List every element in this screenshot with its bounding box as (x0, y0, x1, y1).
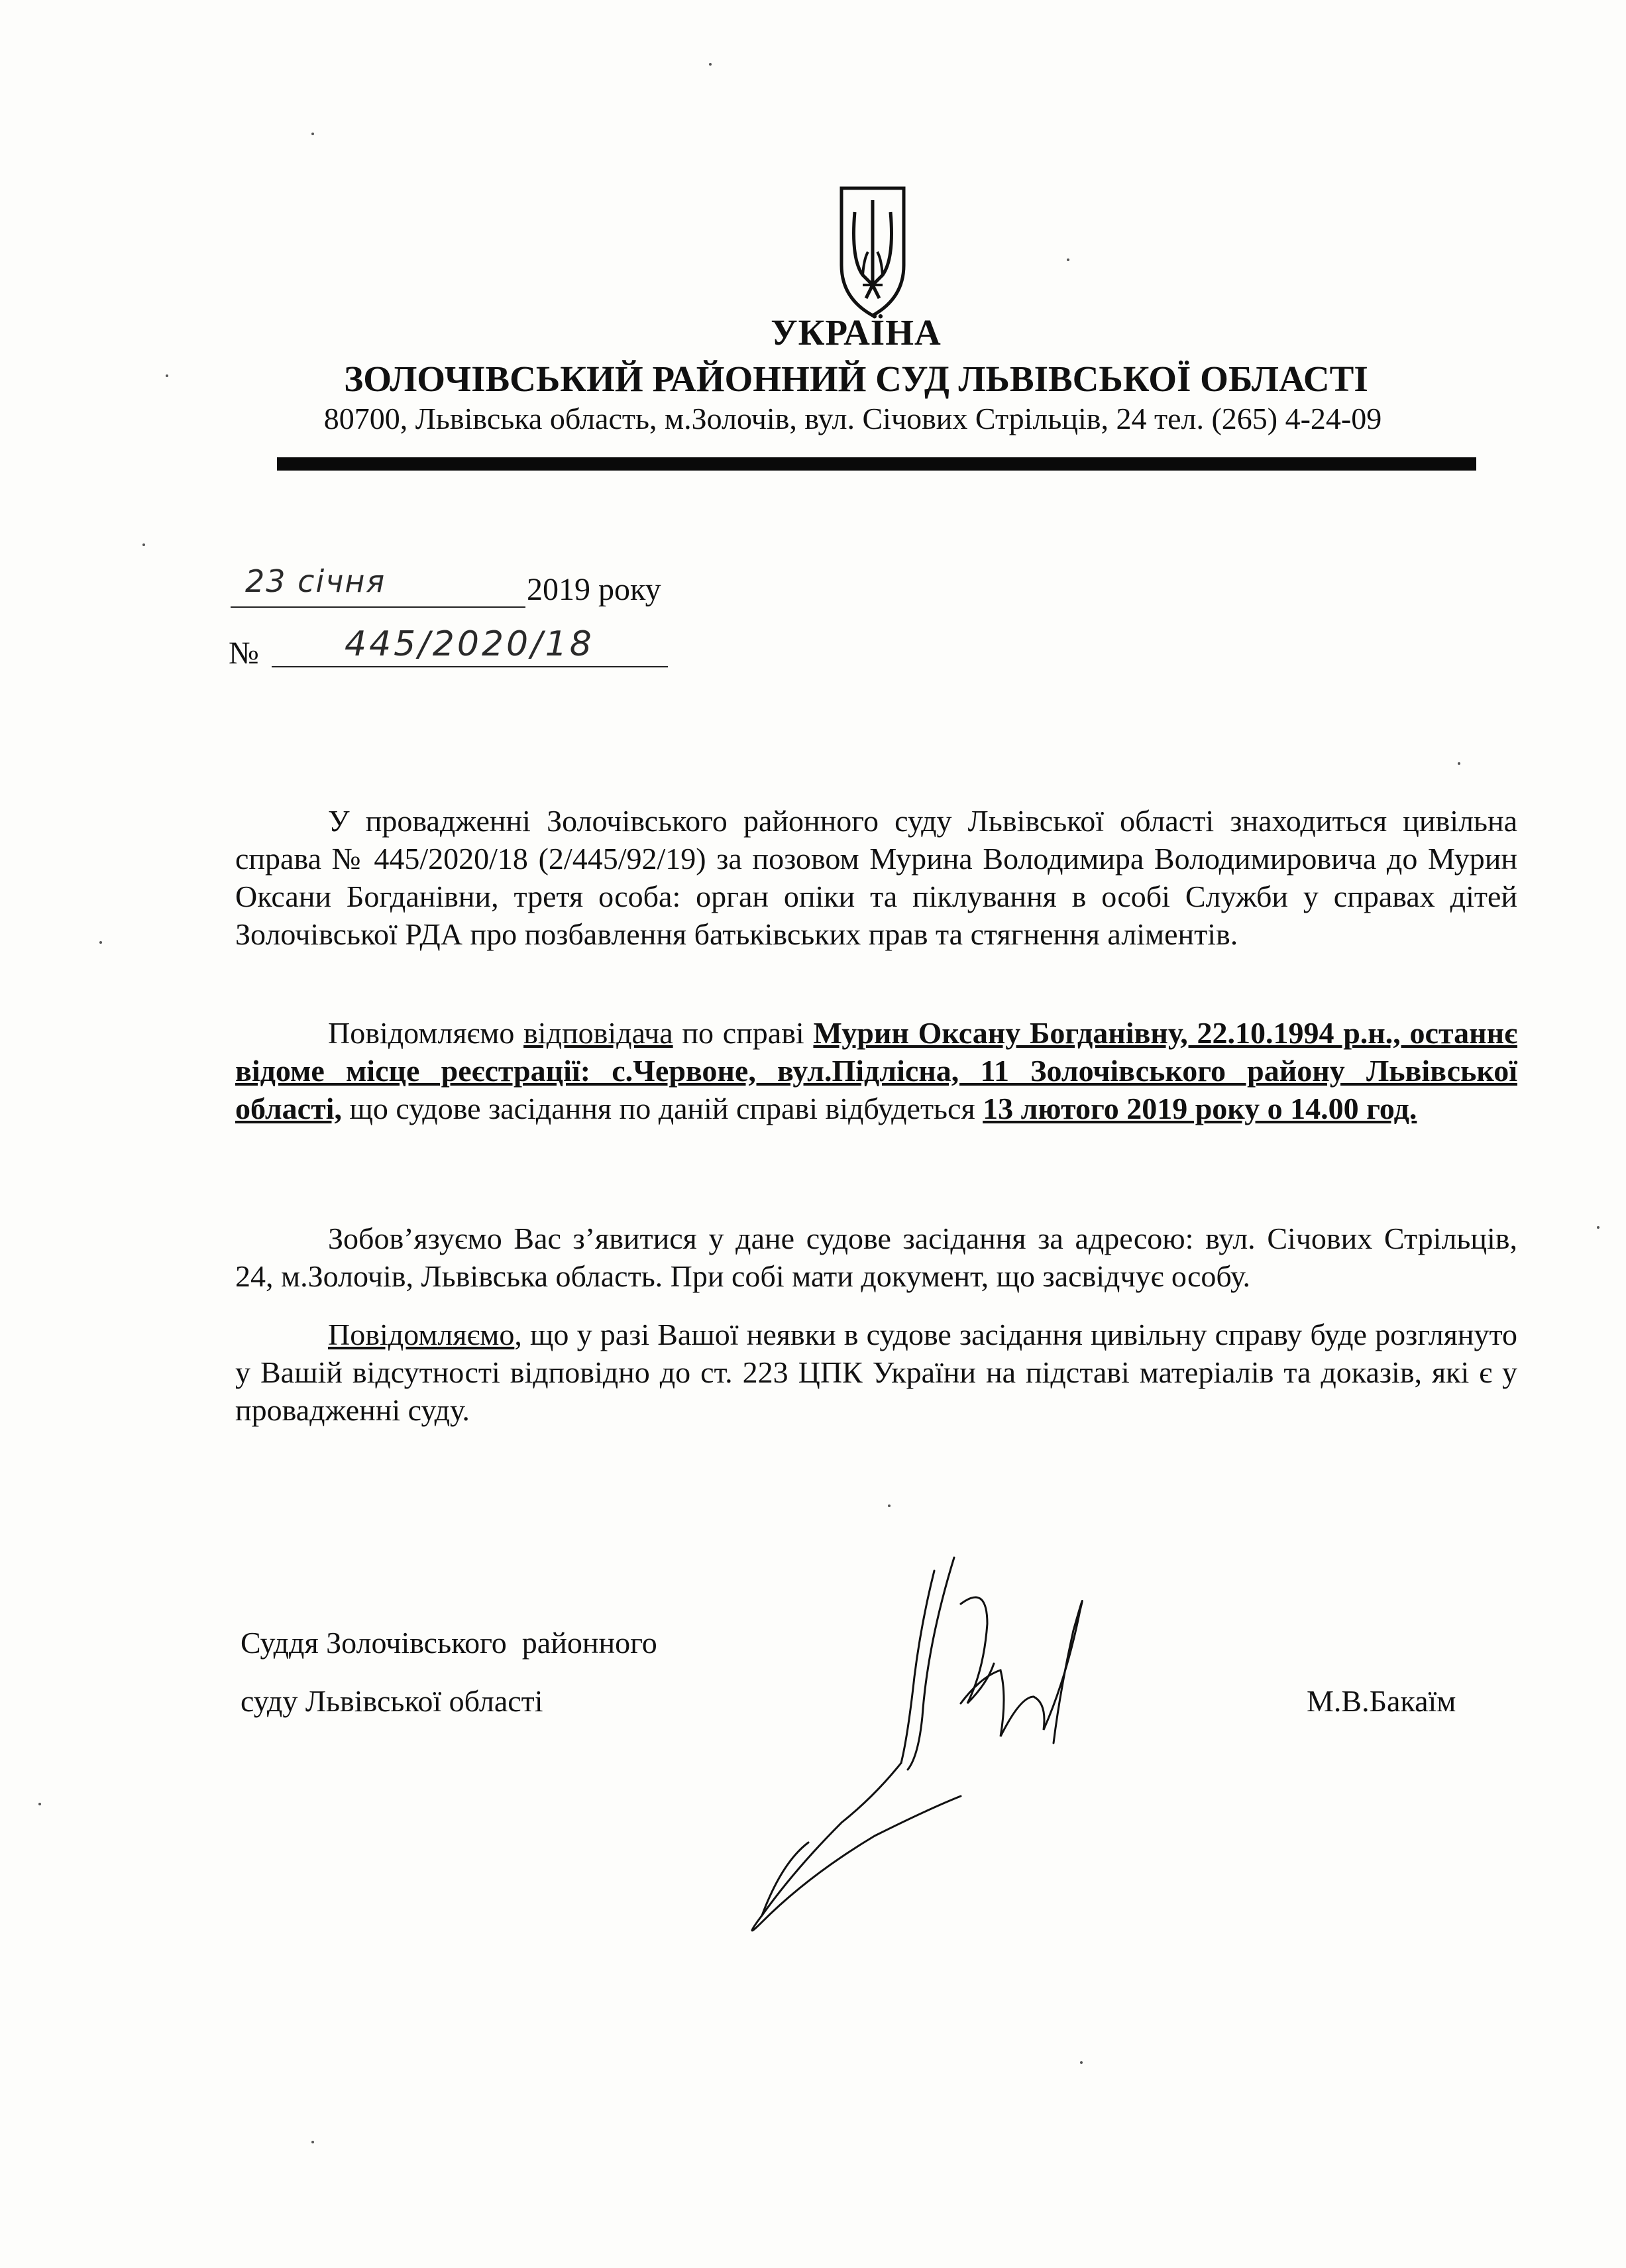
p4-lead-word: Повідомляємо (328, 1318, 515, 1351)
paragraph-summons: Зобов’язуємо Вас з’явитися у дане судове засідання за адресою: вул. Січових Стрільців, 24, м.Золочів, Львівська область. При собі мати документ, що засвідчує особу. (235, 1221, 1517, 1293)
number-sign: № (229, 636, 259, 671)
scan-speck (311, 2141, 314, 2143)
coat-of-arms-icon (836, 186, 909, 318)
scan-speck (888, 1504, 891, 1507)
p2-intro: Повідомляємо (328, 1016, 524, 1050)
handwritten-date: 23 січня (245, 563, 386, 599)
judge-title-line1: Суддя Золочівського районного (241, 1626, 657, 1660)
p2-defendant-details: Мурин Оксану Богданівну, 22.10.1994 р.н., останнє відоме місце реєстрації: с.Червоне, вул.Підлісна, 11 Золочівського району Львівської області, (235, 1016, 1518, 1125)
judge-title-line2: суду Львівської області (241, 1684, 543, 1718)
scan-speck (1080, 2061, 1083, 2064)
scan-speck (142, 543, 145, 546)
p2-connector: по справі (673, 1016, 814, 1050)
header-court-name: ЗОЛОЧІВСЬКИЙ РАЙОННИЙ СУД ЛЬВІВСЬКОЇ ОБЛАСТІ (344, 359, 1368, 399)
handwritten-signature (676, 1544, 1179, 1942)
p2-defendant-word: відповідача (523, 1016, 673, 1050)
scan-speck (1067, 258, 1069, 261)
paragraph-case-info: У провадженні Золочівського районного суду Львівської області знаходиться цивільна справа № 445/2020/18 (2/445/92/19) за позовом Мурина Володимира Володимировича до Мурин Оксани Богданівни, третя особа: орган опіки та піклування в особі Служби у справах дітей Золочівської РДА про позбавлення батьківських прав та стягнення аліментів. (235, 804, 1517, 951)
scan-speck (38, 1803, 41, 1805)
p2-hearing-datetime: 13 лютого 2019 року о 14.00 год. (983, 1092, 1417, 1125)
paragraph-hearing-notice (235, 1014, 1517, 1127)
date-underline (231, 606, 525, 608)
date-year: 2019 року (527, 572, 661, 607)
header-address: 80700, Львівська область, м.Золочів, вул. Січових Стрільців, 24 тел. (265) 4-24-09 (323, 402, 1382, 435)
judge-name: М.В.Бакаїм (1307, 1684, 1456, 1718)
paragraph-absence-warning (235, 1316, 1517, 1429)
scan-speck (1458, 762, 1460, 765)
header-divider (277, 457, 1476, 471)
scan-speck (99, 941, 102, 944)
scan-speck (709, 63, 712, 66)
scan-speck (166, 374, 168, 377)
number-underline (272, 666, 668, 667)
header-country: УКРАЇНА (771, 312, 942, 353)
handwritten-case-number: 445/2020/18 (345, 624, 594, 664)
p4-text: , що у разі Вашої неявки в судове засідання цивільну справу буде розглянуто у Вашій відсутності відповідно до ст. 223 ЦПК України на підставі матеріалів та доказів, які є у провадженні суду. (235, 1318, 1517, 1427)
scan-speck (311, 133, 314, 135)
scan-speck (1597, 1226, 1599, 1229)
p2-hearing-text: що судове засідання по даній справі відбудеться (341, 1092, 983, 1125)
